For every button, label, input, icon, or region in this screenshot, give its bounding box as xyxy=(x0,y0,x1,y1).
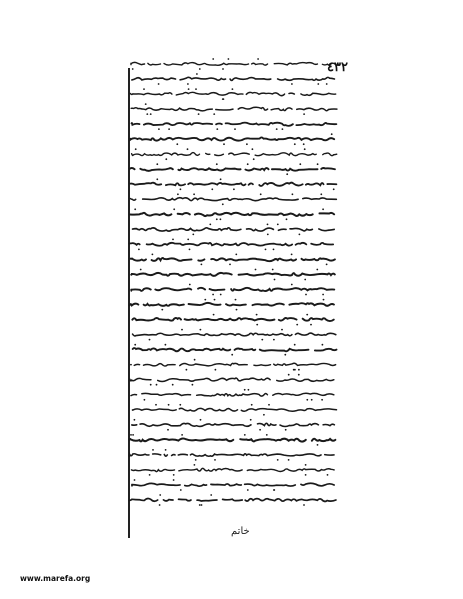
diacritic-dot xyxy=(201,264,203,266)
diacritic-dot xyxy=(277,224,279,226)
diacritic-dot xyxy=(294,143,296,145)
diacritic-dot xyxy=(320,193,322,195)
handwritten-line xyxy=(130,303,334,306)
diacritic-dot xyxy=(196,73,198,75)
diacritic-dot xyxy=(284,354,286,356)
diacritic-dot xyxy=(165,158,167,160)
diacritic-dot xyxy=(316,269,318,271)
diacritic-dot xyxy=(216,163,218,165)
handwritten-line xyxy=(131,62,335,65)
diacritic-dot xyxy=(291,83,293,85)
diacritic-dot xyxy=(194,464,196,466)
diacritic-dot xyxy=(150,384,152,386)
diacritic-dot xyxy=(244,389,246,391)
diacritic-dot xyxy=(132,68,134,70)
diacritic-dot xyxy=(310,324,312,326)
diacritic-dot xyxy=(214,299,216,301)
diacritic-dot xyxy=(212,58,214,60)
diacritic-dot xyxy=(306,399,308,401)
diacritic-dot xyxy=(200,329,202,331)
handwritten-line xyxy=(124,243,333,246)
diacritic-dot xyxy=(291,284,293,286)
handwritten-line xyxy=(132,123,337,126)
diacritic-dot xyxy=(244,434,246,436)
diacritic-dot xyxy=(158,83,160,85)
diacritic-dot xyxy=(134,344,136,346)
diacritic-dot xyxy=(231,354,233,356)
footer-url: www.marefa.org xyxy=(20,574,91,583)
diacritic-dot xyxy=(303,143,305,145)
diacritic-dot xyxy=(149,339,151,341)
handwritten-line xyxy=(133,348,337,351)
diacritic-dot xyxy=(327,474,329,476)
diacritic-dot xyxy=(285,429,287,431)
handwritten-text-block xyxy=(123,52,343,510)
diacritic-dot xyxy=(134,479,136,481)
diacritic-dot xyxy=(294,344,296,346)
handwritten-line xyxy=(126,498,336,501)
diacritic-dot xyxy=(134,419,136,421)
diacritic-dot xyxy=(265,249,267,251)
diacritic-dot xyxy=(204,299,206,301)
diacritic-dot xyxy=(288,374,290,376)
diacritic-dot xyxy=(298,374,300,376)
diacritic-dot xyxy=(198,113,200,115)
diacritic-dot xyxy=(187,83,189,85)
handwritten-line xyxy=(131,288,334,291)
diacritic-dot xyxy=(236,309,238,311)
diacritic-dot xyxy=(273,249,275,251)
diacritic-dot xyxy=(199,68,201,70)
diacritic-dot xyxy=(222,98,224,100)
diacritic-dot xyxy=(152,254,154,256)
diacritic-dot xyxy=(263,414,265,416)
diacritic-dot xyxy=(212,294,214,296)
diacritic-dot xyxy=(195,459,197,461)
diacritic-dot xyxy=(322,208,324,210)
diacritic-dot xyxy=(303,504,305,506)
diacritic-dot xyxy=(253,158,255,160)
handwritten-line xyxy=(130,438,336,441)
diacritic-dot xyxy=(220,178,222,180)
diacritic-dot xyxy=(172,384,174,386)
diacritic-dot xyxy=(229,264,231,266)
handwritten-line xyxy=(132,423,335,426)
handwritten-line xyxy=(132,408,336,411)
diacritic-dot xyxy=(256,324,258,326)
diacritic-dot xyxy=(255,269,257,271)
diacritic-dot xyxy=(173,479,175,481)
diacritic-dot xyxy=(192,384,194,386)
diacritic-dot xyxy=(134,208,136,210)
diacritic-dot xyxy=(168,128,170,130)
handwritten-line xyxy=(125,454,334,457)
handwritten-line xyxy=(133,228,335,231)
diacritic-dot xyxy=(173,208,175,210)
diacritic-dot xyxy=(276,128,278,130)
diacritic-dot xyxy=(161,309,163,311)
diacritic-dot xyxy=(323,299,325,301)
diacritic-dot xyxy=(192,234,194,236)
diacritic-dot xyxy=(156,384,158,386)
diacritic-dot xyxy=(261,339,263,341)
diacritic-dot xyxy=(213,314,215,316)
diacritic-dot xyxy=(135,148,137,150)
diacritic-dot xyxy=(150,113,152,115)
diacritic-dot xyxy=(143,88,145,90)
diacritic-dot xyxy=(193,193,195,195)
diacritic-dot xyxy=(232,88,234,90)
diacritic-dot xyxy=(200,419,202,421)
handwritten-line xyxy=(128,483,334,486)
diacritic-dot xyxy=(180,188,182,190)
diacritic-dot xyxy=(256,314,258,316)
handwritten-line xyxy=(131,107,337,111)
diacritic-dot xyxy=(293,369,295,371)
diacritic-dot xyxy=(234,128,236,130)
diacritic-dot xyxy=(181,434,183,436)
diacritic-dot xyxy=(303,113,305,115)
diacritic-dot xyxy=(138,249,140,251)
handwritten-line xyxy=(130,92,335,95)
diacritic-dot xyxy=(292,193,294,195)
diacritic-dot xyxy=(252,148,254,150)
handwritten-line xyxy=(125,213,334,216)
diacritic-dot xyxy=(211,188,213,190)
diacritic-dot xyxy=(333,188,335,190)
diacritic-dot xyxy=(144,399,146,401)
handwritten-line xyxy=(132,318,333,321)
diacritic-dot xyxy=(235,254,237,256)
diacritic-dot xyxy=(321,399,323,401)
handwritten-line xyxy=(124,168,335,171)
handwritten-line xyxy=(126,378,334,381)
diacritic-dot xyxy=(213,113,215,115)
diacritic-dot xyxy=(296,324,298,326)
diacritic-dot xyxy=(156,178,158,180)
diacritic-dot xyxy=(311,399,313,401)
diacritic-dot xyxy=(187,148,189,150)
diacritic-dot xyxy=(248,389,250,391)
diacritic-dot xyxy=(317,444,319,446)
diacritic-dot xyxy=(247,163,249,165)
diacritic-dot xyxy=(317,83,319,85)
diacritic-dot xyxy=(331,133,333,135)
diacritic-dot xyxy=(326,264,328,266)
diacritic-dot xyxy=(222,68,224,70)
diacritic-dot xyxy=(286,218,288,220)
diacritic-dot xyxy=(132,434,134,436)
diacritic-dot xyxy=(267,224,269,226)
diacritic-dot xyxy=(273,489,275,491)
diacritic-dot xyxy=(220,294,222,296)
diacritic-dot xyxy=(326,83,328,85)
diacritic-dot xyxy=(246,143,248,145)
diacritic-dot xyxy=(259,429,261,431)
diacritic-dot xyxy=(322,294,324,296)
diacritic-dot xyxy=(305,474,307,476)
diacritic-dot xyxy=(165,344,167,346)
diacritic-dot xyxy=(257,58,259,60)
diacritic-dot xyxy=(306,314,308,316)
diacritic-dot xyxy=(304,279,306,281)
diacritic-dot xyxy=(177,193,179,195)
diacritic-dot xyxy=(317,163,319,165)
handwritten-line xyxy=(132,153,337,156)
diacritic-dot xyxy=(179,404,181,406)
diacritic-dot xyxy=(195,88,197,90)
handwritten-line xyxy=(128,468,335,471)
handwritten-line xyxy=(128,363,336,366)
diacritic-dot xyxy=(274,279,276,281)
diacritic-dot xyxy=(250,419,252,421)
diacritic-dot xyxy=(188,88,190,90)
diacritic-dot xyxy=(180,489,182,491)
diacritic-dot xyxy=(130,434,132,436)
diacritic-dot xyxy=(214,459,216,461)
diacritic-dot xyxy=(155,404,157,406)
diacritic-dot xyxy=(145,103,147,105)
diacritic-dot xyxy=(223,143,225,145)
diacritic-dot xyxy=(210,494,212,496)
diacritic-dot xyxy=(247,489,249,491)
page-number: ٤٣٢ xyxy=(327,60,348,75)
diacritic-dot xyxy=(305,294,307,296)
diacritic-dot xyxy=(149,474,151,476)
diacritic-dot xyxy=(186,369,188,371)
handwritten-line xyxy=(130,198,336,201)
diacritic-dot xyxy=(159,504,161,506)
diacritic-dot xyxy=(156,163,158,165)
diacritic-dot xyxy=(273,339,275,341)
diacritic-dot xyxy=(189,249,191,251)
diacritic-dot xyxy=(165,449,167,451)
diacritic-dot xyxy=(260,193,262,195)
diacritic-dot xyxy=(159,494,161,496)
diacritic-dot xyxy=(235,299,237,301)
diacritic-dot xyxy=(194,359,196,361)
diacritic-dot xyxy=(268,404,270,406)
handwritten-line xyxy=(131,273,335,276)
diacritic-dot xyxy=(288,459,290,461)
diacritic-dot xyxy=(233,188,235,190)
handwritten-line xyxy=(132,77,335,80)
diacritic-dot xyxy=(181,329,183,331)
diacritic-dot xyxy=(305,464,307,466)
diacritic-dot xyxy=(199,504,201,506)
diacritic-dot xyxy=(291,254,293,256)
diacritic-dot xyxy=(228,58,230,60)
diacritic-dot xyxy=(251,404,253,406)
diacritic-dot xyxy=(209,224,211,226)
handwritten-line xyxy=(133,333,336,336)
diacritic-dot xyxy=(222,203,224,205)
diacritic-dot xyxy=(299,234,301,236)
diacritic-dot xyxy=(201,504,203,506)
diacritic-dot xyxy=(173,474,175,476)
diacritic-dot xyxy=(215,369,217,371)
diacritic-dot xyxy=(146,113,148,115)
handwritten-line xyxy=(125,183,336,186)
diacritic-dot xyxy=(281,329,283,331)
diacritic-dot xyxy=(140,269,142,271)
diacritic-dot xyxy=(299,163,301,165)
diacritic-dot xyxy=(158,128,160,130)
diacritic-dot xyxy=(167,429,169,431)
diacritic-dot xyxy=(216,218,218,220)
handwritten-line xyxy=(131,393,334,396)
diacritic-dot xyxy=(267,234,269,236)
diacritic-dot xyxy=(189,284,191,286)
diacritic-dot xyxy=(304,148,306,150)
diacritic-dot xyxy=(266,434,268,436)
diacritic-dot xyxy=(272,269,274,271)
diacritic-dot xyxy=(152,449,154,451)
diacritic-dot xyxy=(176,143,178,145)
diacritic-dot xyxy=(298,369,300,371)
diacritic-dot xyxy=(220,218,222,220)
diacritic-dot xyxy=(286,173,288,175)
diacritic-dot xyxy=(216,128,218,130)
diacritic-dot xyxy=(282,128,284,130)
handwritten-line xyxy=(130,137,334,140)
diacritic-dot xyxy=(187,239,189,241)
catchword: خاتم xyxy=(231,526,250,537)
diacritic-dot xyxy=(172,239,174,241)
diacritic-dot xyxy=(168,404,170,406)
handwritten-line xyxy=(124,258,335,261)
diacritic-dot xyxy=(277,459,279,461)
diacritic-dot xyxy=(322,344,324,346)
